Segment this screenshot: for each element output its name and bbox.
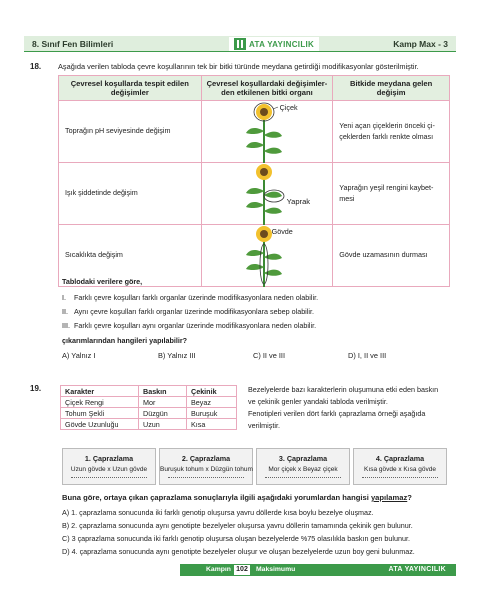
cross-card: 3. Çaprazlama Mor çiçek x Beyaz çiçek (256, 448, 350, 485)
series-title: Kamp Max - 3 (393, 39, 448, 49)
question-number: 19. (30, 384, 42, 393)
question-intro: Bezelyelerde bazı karakterlerin oluşumuna etki eden baskın ve çekinik genler yandaki tabloda verilmiştir. Fenotipleri verilen dört farklı çaprazlama örneği aşağıda verilmiştir. (248, 385, 439, 430)
table-cell: Düzgün (139, 408, 187, 419)
table-cell: Buruşuk (187, 408, 237, 419)
question-prompt: çıkarımlarından hangileri yapılabilir? (62, 336, 188, 345)
table-cell: Kısa (187, 419, 237, 430)
answer-option-b[interactable]: B) Yalnız III (158, 351, 196, 360)
answer-option-c[interactable]: C) II ve III (253, 351, 286, 360)
gene-table (60, 385, 237, 430)
table-cell: Beyaz (187, 397, 237, 408)
answer-option-a[interactable]: A) Yalnız I (62, 351, 96, 360)
table-header: Baskın (139, 386, 187, 397)
organ-label: Çiçek (279, 103, 298, 112)
subject-title: 8. Sınıf Fen Bilimleri (32, 39, 114, 49)
sunflower-plant-image (202, 101, 334, 163)
cross-card: 4. Çaprazlama Kısa gövde x Kısa gövde (353, 448, 447, 485)
organ-cell (201, 163, 333, 225)
page-number: 102 (234, 565, 250, 575)
organ-cell (201, 225, 333, 287)
sunflower-plant-image (202, 163, 334, 225)
sunflower-plant-image (202, 225, 334, 287)
table-header: Çekinik (187, 386, 237, 397)
answer-option-b[interactable]: B) 2. çaprazlama sonucunda aynı genotipte bezelyeler oluşursa yavru döllerin tamamında çekinik gen bulunur. (62, 521, 413, 530)
statement: III. Farklı çevre koşulları aynı organlar üzerinde modifikasyonlara neden olabilir. (62, 321, 317, 330)
organ-label: Gövde (271, 227, 293, 236)
table-cell: Tohum Şekli (61, 408, 139, 419)
table-header: Bitkide meydana gelen değişim (333, 76, 450, 101)
table-cell: Mor (139, 397, 187, 408)
condition-cell: Sıcaklıkta değişim (59, 225, 202, 287)
publisher-name: ATA YAYINCILIK (249, 39, 315, 49)
table-header: Çevresel koşullardaki değişimler-den etkilenen bitki organı (201, 76, 333, 101)
question-prompt: Buna göre, ortaya çıkan çaprazlama sonuçlarıyla ilgili aşağıdaki yorumlardan hangisi yapılamaz? (62, 493, 412, 502)
page-header (24, 36, 456, 52)
answer-option-d[interactable]: D) I, II ve III (348, 351, 387, 360)
question-stem: Aşağıda verilen tabloda çevre koşullarının tek bir bitki türünde meydana getirdiği modifikasyonlar gösterilmiştir. (58, 62, 419, 71)
table-cell: Gövde Uzunluğu (61, 419, 139, 430)
organ-cell (201, 101, 333, 163)
table-header: Çevresel koşullarda tespit edilen değişimler (59, 76, 202, 101)
book-logo-icon (234, 38, 246, 50)
statement: II. Aynı çevre koşulları farklı organlar üzerinde modifikasyonlara sebep olabilir. (62, 307, 314, 316)
footer-brand: ATA YAYINCILIK (388, 566, 446, 573)
table-row (61, 397, 237, 408)
table-header: Karakter (61, 386, 139, 397)
statement: I. Farklı çevre koşulları farklı organlar üzerinde modifikasyonlara neden olabilir. (62, 293, 319, 302)
table-cell: Uzun (139, 419, 187, 430)
footer-label-right: Maksimumu (256, 566, 296, 573)
table-row (61, 408, 237, 419)
organ-label: Yaprak (286, 197, 311, 206)
table-row (59, 163, 450, 225)
modification-table (58, 75, 450, 287)
change-cell: Yaprağın yeşil rengini kaybet-mesi (333, 163, 450, 225)
table-row (59, 101, 450, 163)
change-cell: Yeni açan çiçeklerin önceki çi-çeklerden farklı renkte olması (333, 101, 450, 163)
table-cell: Çiçek Rengi (61, 397, 139, 408)
answer-option-a[interactable]: A) 1. çaprazlama sonucunda iki farklı genotip oluşursa yavru döllerde kısa boylu bezelye oluşmaz. (62, 508, 374, 517)
footer-label-left: Kampın (206, 566, 231, 573)
condition-cell: Toprağın pH seviyesinde değişim (59, 101, 202, 163)
answer-option-d[interactable]: D) 4. çaprazlama sonucunda aynı genotipte bezelyeler oluşur ve oluşan bezelyelerde uzun boy geni bulunmaz. (62, 547, 415, 556)
table-row (61, 419, 237, 430)
condition-cell: Işık şiddetinde değişim (59, 163, 202, 225)
answer-option-c[interactable]: C) 3 çaprazlama sonucunda iki farklı genotip oluşursa oluşan bezelyelerde %75 olasılıkla baskın gen bulunur. (62, 534, 410, 543)
question-number: 18. (30, 62, 42, 71)
change-cell: Gövde uzamasının durması (333, 225, 450, 287)
lead-text: Tablodaki verilere göre, (62, 277, 143, 286)
page-footer (180, 564, 456, 576)
cross-card: 1. Çaprazlama Uzun gövde x Uzun gövde (62, 448, 156, 485)
cross-card: 2. Çaprazlama Buruşuk tohum x Düzgün tohum (159, 448, 253, 485)
publisher-logo (229, 37, 319, 51)
